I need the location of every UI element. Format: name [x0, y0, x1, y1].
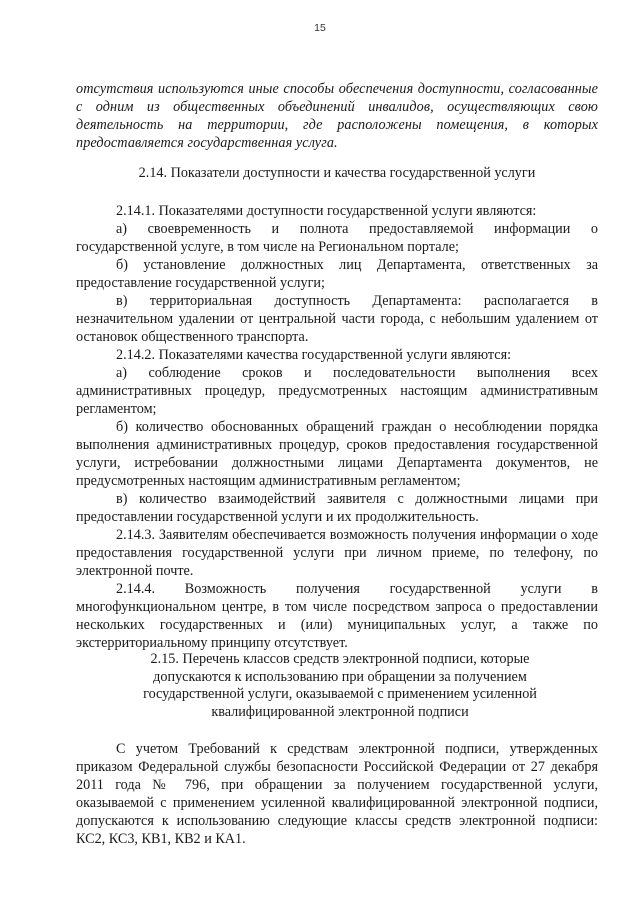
page-number: 15 — [314, 22, 326, 34]
section-2-14-body — [76, 202, 598, 652]
item-2-14-1-a: а) своевременность и полнота предоставляемой информации о государственной услуге, в том числе на Региональном портале; — [76, 221, 598, 255]
item-2-14-1-v: в) территориальная доступность Департамента: располагается в незначительном удалении от центральной части города, с небольшим удалением от остановок общественного транспорта. — [76, 293, 598, 345]
item-2-14-2-v: в) количество взаимодействий заявителя с должностными лицами при предоставлении государственной услуги и их продолжительность. — [76, 491, 598, 525]
paragraph-2-14-3: 2.14.3. Заявителям обеспечивается возможность получения информации о ходе предоставления государственной услуги при личном приеме, по телефону, по электронной почте. — [76, 527, 598, 579]
paragraph-2-14-2: 2.14.2. Показателями качества государственной услуги являются: — [116, 347, 512, 363]
item-2-14-1-b: б) установление должностных лиц Департамента, ответственных за предоставление государственной услуги; — [76, 257, 598, 291]
section-2-15-body — [76, 740, 598, 848]
item-2-14-2-a: а) соблюдение сроков и последовательности выполнения всех административных процедур, предусмотренных настоящим административным регламентом; — [76, 365, 598, 417]
paragraph-2-14-4: 2.14.4. Возможность получения государственной услуги в многофункциональном центре, в том числе посредством запроса о предоставлении нескольких государственных и (или) муниципальных услуг, а также по экстерриториальному принципу отсутствует. — [76, 581, 598, 651]
intro-italic-paragraph: отсутствия используются иные способы обеспечения доступности, согласованные с одним из общественных объединений инвалидов, осуществляющих свою деятельность на территории, где расположены помещения, в которых предоставляется государственная услуга. — [76, 81, 598, 151]
section-2-14-heading: 2.14. Показатели доступности и качества государственной услуги — [138, 165, 536, 181]
section-2-15-heading: 2.15. Перечень классов средств электронной подписи, которые допускаются к использованию при обращении за получением государственной услуги, оказываемой с применением усиленной квалифицированной электронной подписи — [143, 651, 537, 720]
paragraph-2-15: С учетом Требований к средствам электронной подписи, утвержденных приказом Федеральной службы безопасности Российской Федерации от 27 декабря 2011 года № 796, при обращении за получением государственной услуги, оказываемой с применением усиленной квалифицированной электронной подписи, допускаются к использованию следующие классы средств электронной подписи: КС2, КС3, КВ1, КВ2 и КА1. — [76, 741, 598, 847]
item-2-14-2-b: б) количество обоснованных обращений граждан о несоблюдении порядка выполнения административных процедур, сроков предоставления государственной услуги, истребовании должностными лицами Департамента документов, не предусмотренных настоящим административным регламентом; — [76, 419, 598, 489]
paragraph-2-14-1: 2.14.1. Показателями доступности государственной услуги являются: — [116, 203, 537, 219]
